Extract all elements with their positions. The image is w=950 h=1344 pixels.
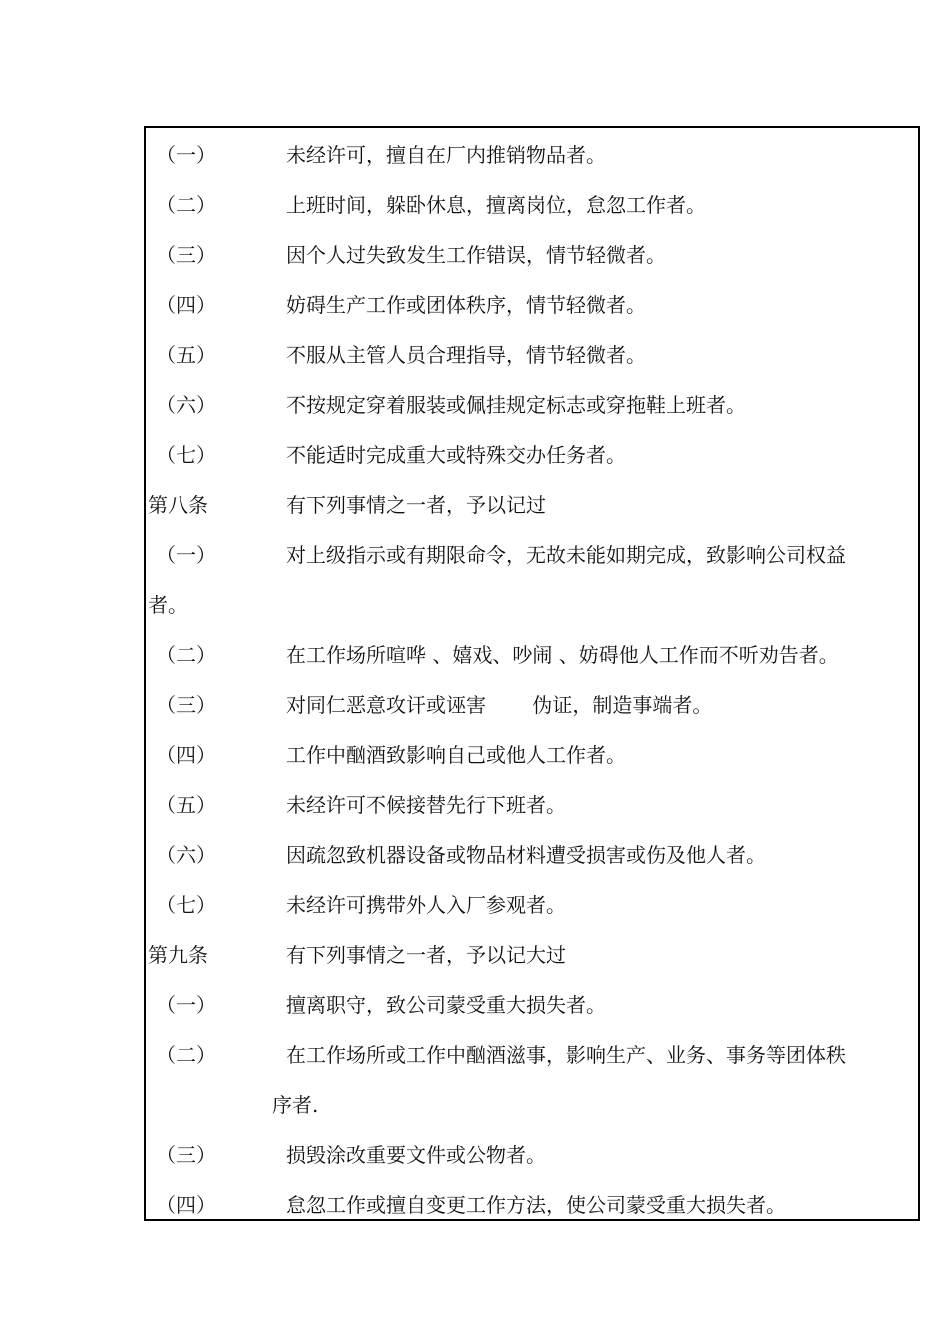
clause-text: 怠忽工作或擅自变更工作方法，使公司蒙受重大损失者。: [286, 1193, 786, 1217]
clause-text: 不能适时完成重大或特殊交办任务者。: [286, 443, 626, 467]
clause-text: 上班时间，躲卧休息，擅离岗位，怠忽工作者。: [286, 193, 706, 217]
clause-continuation: 者。: [148, 593, 188, 617]
clause-number: （二）: [156, 193, 216, 217]
clause-number: （五）: [156, 793, 216, 817]
clause-number: （七）: [156, 443, 216, 467]
clause-number: （一）: [156, 993, 216, 1017]
clause-text: 妨碍生产工作或团体秩序，情节轻微者。: [286, 293, 646, 317]
clause-number: （一）: [156, 543, 216, 567]
clause-text: 擅离职守，致公司蒙受重大损失者。: [286, 993, 606, 1017]
clause-number: （二）: [156, 643, 216, 667]
clause-number: （四）: [156, 743, 216, 767]
clause-text: 未经许可携带外人入厂参观者。: [286, 893, 566, 917]
clause-number: （四）: [156, 293, 216, 317]
clause-number: （三）: [156, 693, 216, 717]
clause-number: （五）: [156, 343, 216, 367]
clause-text: 工作中酗酒致影响自己或他人工作者。: [286, 743, 626, 767]
clause-number: （二）: [156, 1043, 216, 1067]
clause-text: 对上级指示或有期限命令，无故未能如期完成，致影响公司权益: [286, 543, 846, 567]
clause-text: 不按规定穿着服装或佩挂规定标志或穿拖鞋上班者。: [286, 393, 746, 417]
article-heading: 有下列事情之一者，予以记大过: [286, 943, 566, 967]
clause-text: 在工作场所或工作中酗酒滋事，影响生产、业务、事务等团体秩: [286, 1043, 846, 1067]
clause-number: （三）: [156, 243, 216, 267]
clause-number: （三）: [156, 1143, 216, 1167]
document-frame: [144, 126, 920, 1221]
clause-text: 不服从主管人员合理指导，情节轻微者。: [286, 343, 646, 367]
clause-text: 对同仁恶意攻讦或诬害 伪证，制造事端者。: [286, 693, 713, 717]
clause-text: 损毁涂改重要文件或公物者。: [286, 1143, 546, 1167]
clause-text: 在工作场所喧哗 、嬉戏、吵闹 、妨碍他人工作而不听劝告者。: [286, 643, 839, 667]
clause-number: （六）: [156, 393, 216, 417]
clause-number: （七）: [156, 893, 216, 917]
clause-text: 因疏忽致机器设备或物品材料遭受损害或伤及他人者。: [286, 843, 766, 867]
clause-number: （六）: [156, 843, 216, 867]
clause-text: 因个人过失致发生工作错误，情节轻微者。: [286, 243, 666, 267]
article-number: 第八条: [148, 493, 208, 517]
clause-continuation: 序者.: [272, 1093, 319, 1117]
clause-text: 未经许可，擅自在厂内推销物品者。: [286, 143, 606, 167]
clause-text: 未经许可不候接替先行下班者。: [286, 793, 566, 817]
article-number: 第九条: [148, 943, 208, 967]
clause-number: （四）: [156, 1193, 216, 1217]
clause-number: （一）: [156, 143, 216, 167]
article-heading: 有下列事情之一者，予以记过: [286, 493, 546, 517]
